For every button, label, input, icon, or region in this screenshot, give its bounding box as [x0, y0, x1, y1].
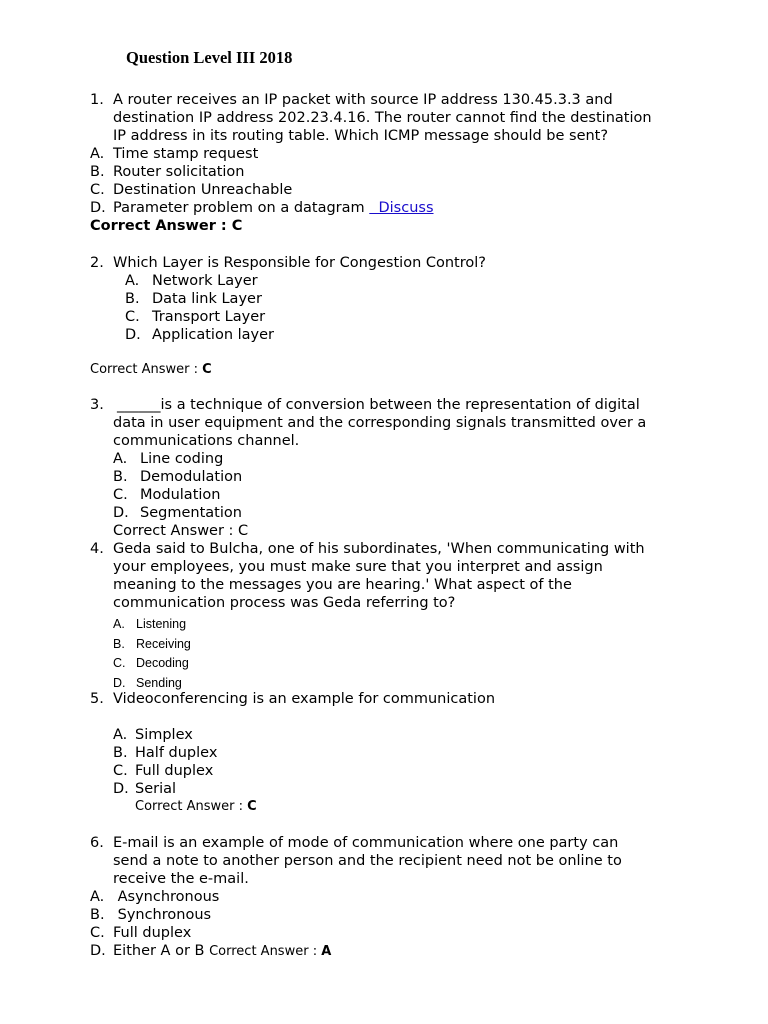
question-text-line: A router receives an IP packet with source IP address 130.45.3.3 and [113, 92, 613, 108]
correct-answer-label: Correct Answer : [209, 944, 322, 959]
option-text: Time stamp request [113, 146, 259, 162]
question-number: 3. [90, 397, 104, 413]
correct-answer-value: C [202, 362, 212, 377]
option-text: Segmentation [140, 505, 242, 521]
option-letter: C. [90, 182, 105, 198]
option-text: Demodulation [140, 469, 243, 485]
question-text-line: receive the e-mail. [113, 871, 249, 887]
page-title: Question Level III 2018 [126, 48, 293, 67]
option-text: Destination Unreachable [113, 182, 293, 198]
option-text: Router solicitation [113, 164, 245, 180]
option-text: Synchronous [113, 907, 212, 923]
option-text: Full duplex [135, 763, 214, 779]
correct-answer [90, 362, 212, 378]
option-letter: D. [113, 505, 129, 521]
option-text: Parameter problem on a datagram [113, 200, 365, 216]
option-text: Data link Layer [152, 291, 262, 307]
question-text-line: communication process was Geda referring to? [113, 595, 456, 611]
question-text-line: your employees, you must make sure that you interpret and assign [113, 559, 603, 575]
correct-answer-label: Correct Answer : [135, 799, 248, 814]
option-letter: A. [90, 889, 105, 905]
question-number: 4. [90, 541, 104, 557]
option-letter: D. [90, 200, 106, 216]
correct-answer [209, 944, 331, 959]
correct-answer: Correct Answer : C [113, 523, 249, 539]
question-number: 5. [90, 691, 104, 707]
option-letter: A. [113, 617, 125, 631]
option-text: Line coding [140, 451, 224, 467]
question-number: 6. [90, 835, 104, 851]
question-text-line: meaning to the messages you are hearing.' What aspect of the [113, 577, 572, 593]
option-text: Decoding [136, 656, 189, 670]
option-letter: D. [113, 781, 129, 797]
option-letter: C. [113, 763, 128, 779]
correct-answer [135, 799, 257, 815]
option-letter: A. [125, 273, 140, 289]
option-text: Application layer [152, 327, 275, 343]
option-letter: B. [90, 164, 105, 180]
option-letter: B. [113, 745, 128, 761]
option-letter: C. [125, 309, 140, 325]
option-letter: B. [113, 637, 125, 651]
option-text: Sending [136, 676, 182, 690]
option-text: Half duplex [135, 745, 218, 761]
correct-answer-value: A [321, 944, 332, 959]
correct-answer-value: C [247, 799, 257, 814]
question-text-line: data in user equipment and the corresponding signals transmitted over a [113, 415, 647, 431]
question-text-line: IP address in its routing table. Which ICMP message should be sent? [113, 128, 609, 144]
option-letter: B. [90, 907, 105, 923]
question-number: 1. [90, 92, 104, 108]
option-letter: A. [113, 451, 128, 467]
option-letter: B. [113, 469, 128, 485]
option-letter: A. [113, 727, 128, 743]
option-letter: D. [113, 676, 126, 690]
option-text: Modulation [140, 487, 221, 503]
question-text-line: ______is a technique of conversion between the representation of digital [117, 397, 640, 413]
question-number: 2. [90, 255, 104, 271]
question-text-line: Geda said to Bulcha, one of his subordinates, 'When communicating with [113, 541, 645, 557]
option-letter: A. [90, 146, 105, 162]
option-text-with-answer [113, 942, 331, 960]
question-text-line: send a note to another person and the recipient need not be online to [113, 853, 622, 869]
option-letter: C. [90, 925, 105, 941]
option-letter: C. [113, 656, 126, 670]
option-text: Either A or B [113, 943, 205, 959]
correct-answer-label: Correct Answer : [90, 362, 203, 377]
option-text: Receiving [136, 637, 191, 651]
option-text: Full duplex [113, 925, 192, 941]
option-text-with-link [113, 199, 434, 217]
question-text: Videoconferencing is an example for communication [113, 691, 496, 707]
option-text: Network Layer [152, 273, 258, 289]
option-text: Transport Layer [152, 309, 266, 325]
question-text: Which Layer is Responsible for Congestion Control? [113, 255, 486, 271]
discuss-link[interactable]: Discuss [369, 200, 434, 216]
option-letter: B. [125, 291, 140, 307]
option-letter: D. [125, 327, 141, 343]
option-text: Simplex [135, 727, 193, 743]
question-text-line: communications channel. [113, 433, 300, 449]
question-text-line: E-mail is an example of mode of communication where one party can [113, 835, 619, 851]
option-letter: D. [90, 943, 106, 959]
option-text: Asynchronous [113, 889, 220, 905]
question-text-line: destination IP address 202.23.4.16. The router cannot find the destination [113, 110, 652, 126]
option-letter: C. [113, 487, 128, 503]
option-text: Serial [135, 781, 177, 797]
option-text: Listening [136, 617, 187, 631]
correct-answer: Correct Answer : C [90, 218, 243, 234]
